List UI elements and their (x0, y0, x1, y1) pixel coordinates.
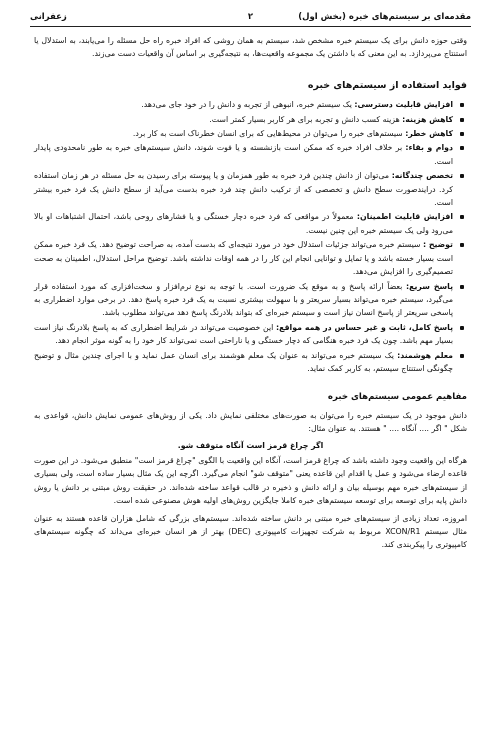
list-item (34, 238, 453, 278)
list-item (34, 113, 453, 126)
item-term: پاسخ سریع: (406, 281, 453, 291)
item-term: پاسخ کامل، ثابت و غیر حساس در همه مواقع: (276, 322, 454, 332)
list-item (34, 280, 453, 320)
page-header (30, 10, 471, 27)
header-book-title: مقدمه‌ای بر سیستم‌های خبره (بخش اول) (298, 12, 471, 22)
benefits-heading: فواید استفاده از سیستم‌های خبره (307, 79, 467, 91)
item-term: افزایش قابلیت دسترسی: (354, 100, 453, 110)
list-item (34, 141, 453, 168)
list-item (34, 210, 453, 237)
concepts-paragraph-3: امروزه، تعداد زیادی از سیستم‌های خبره مبتنی بر دانش ساخته شده‌اند. سیستم‌های بزرگی که شامل هزاران قاعده هستند به عنوان مثال سیستم XCON/R1 مربوط به شرکت تجهیزات کامپیوتری (DEC) بهتر از هر انسان خبره‌ای می‌داند که چگونه سیستم‌های کامپیوتری را پیکربندی کند. (34, 513, 467, 550)
item-text: بعضاً ارائه پاسخ و به موقع یک ضرورت است. با توجه به نوع نرم‌افزار و سخت‌افزاری که مورد استفاده قرار می‌گیرد، سیستم خبره می‌تواند بسیار سریعتر و با سهولت بیشتری نسبت به یک فرد خبره پاسخ دهد. در برخی موارد اضطراری به پاسخی سریعتر از پاسخ انسان نیاز است و سیستم خبره‌ای که بتواند بلادرنگ پاسخ دهد می‌تواند مطلوب باشد. (34, 281, 453, 318)
list-item (34, 169, 453, 209)
item-text: می‌توان از دانش چندین فرد خبره به طور همزمان و یا پیوسته برای رسیدن به حل مسئله در هر زمان استفاده کرد. درایندصورت سطح دانش و تخصصی که از ترکیب دانش چند فرد خبره بدست می‌آید از سطح دانش یک فرد خبره بیشتر است. (34, 171, 453, 208)
item-term: کاهش هزینه: (402, 114, 453, 124)
item-term: معلم هوشمند: (397, 350, 454, 360)
item-term: توضیح : (422, 240, 453, 250)
item-term: تخصص چندگانه: (391, 171, 454, 181)
item-text: سیستم خبره می‌تواند جزئیات استدلال خود در مورد نتیجه‌ای که بدست آمده، به صراحت توضیح دهد. یک فرد خبره ممکن است بسیار خسته باشد و یا تمایل و توانایی انجام این کار را در همه اوقات نداشته باشد. توضیح مراحل استدلال، اطمینان به صحت تصمیم‌گیری را افزایش می‌دهد. (34, 240, 453, 277)
concepts-heading: مفاهیم عمومی سیستم‌های خبره (327, 392, 467, 403)
header-author: زعفرانی (30, 12, 67, 22)
list-item (34, 98, 453, 111)
concepts-paragraph-2: هرگاه این واقعیت وجود داشته باشد که چراغ قرمز است، آنگاه این واقعیت با الگوی "چراغ قرمز است" منطبق می‌شود. در این صورت قاعده ارضاء می‌شود و عمل یا اقدام این قاعده یعنی "متوقف شو" انجام می‌گیرد. اگرچه این یک مثال بسیار ساده است، ولی بسیاری از سیستم‌های خبره مهم بوسیله بیان و ارائه دانش و ذخیره در قالب قواعد ساخته شده‌اند. در حقیقت روش مبتنی بر دانش یا روش دانش پایه برای توسعه برای توسعه سیستم‌های خبره کاملا جایگزین روش‌های اولیه هوش مصنوعی شده است. (34, 455, 467, 506)
item-text: این خصوصیت می‌تواند در شرایط اضطراری که به پاسخ بلادرنگ نیاز است بسیار مهم باشد. چون یک فرد خبره هنگامی که دچار خستگی و یا ناراحتی است نمی‌تواند کار خود را به گونه موثر انجام دهد. (34, 322, 453, 346)
item-term: دوام و بقاء: (405, 143, 453, 153)
concepts-paragraph-1: دانش موجود در یک سیستم خبره را می‌توان به صورت‌های مختلفی نمایش داد. یکی از روش‌های عمومی نمایش دانش، قواعدی به شکل " اگر .... آنگاه .... " هستند. به عنوان مثال: (34, 410, 467, 434)
list-item (34, 321, 453, 348)
intro-paragraph: وقتی حوزه دانش برای یک سیستم خبره مشخص شد، سیستم به همان روشی که افراد خبره راه حل مسئله را می‌یابند، به استدلال یا استنتاج می‌پردازد. به این معنی که با داشتن یک مجموعه واقعیت‌ها، به نتیجه‌گیری بر اساس آن واقعیات دست می‌زند. (34, 36, 467, 59)
header-page-number: ۲ (247, 12, 254, 22)
item-text: یک سیستم خبره، انبوهی از تجربه و دانش را در خود جای می‌دهد. (141, 100, 352, 110)
item-text: بر خلاف افراد خبره که ممکن است بازنشسته و یا فوت شوند، دانش سیستم‌های خبره به طور نامحدودی پایدار است. (34, 143, 453, 166)
list-item (34, 349, 453, 376)
item-text: هزینه کسب دانش و تجربه برای هر کاربر بسیار کمتر است. (209, 114, 400, 124)
benefits-list (34, 98, 467, 375)
item-term: افزایش قابلیت اطمینان: (356, 212, 453, 222)
item-text: معمولاً در مواقعی که فرد خبره دچار خستگی و یا فشارهای روحی باشد، احتمال اشتباهات او بالا می‌رود ولی یک سیستم خبره این چنین نیست. (34, 212, 453, 235)
list-item (34, 127, 453, 140)
item-term: کاهش خطر: (405, 129, 453, 139)
item-text: سیستم‌های خبره را می‌توان در محیط‌هایی که برای انسان خطرناک است به کار برد. (132, 129, 403, 139)
rule-example: اگر چراغ قرمز است آنگاه متوقف شو. (177, 440, 324, 450)
page-body (34, 34, 467, 552)
item-text: یک سیستم خبره می‌تواند به عنوان یک معلم هوشمند برای انسان عمل نماید و با اجرای چندین مثال و توضیح چگونگی استنتاج سیستم، به کاربر کمک نماید. (34, 350, 453, 373)
